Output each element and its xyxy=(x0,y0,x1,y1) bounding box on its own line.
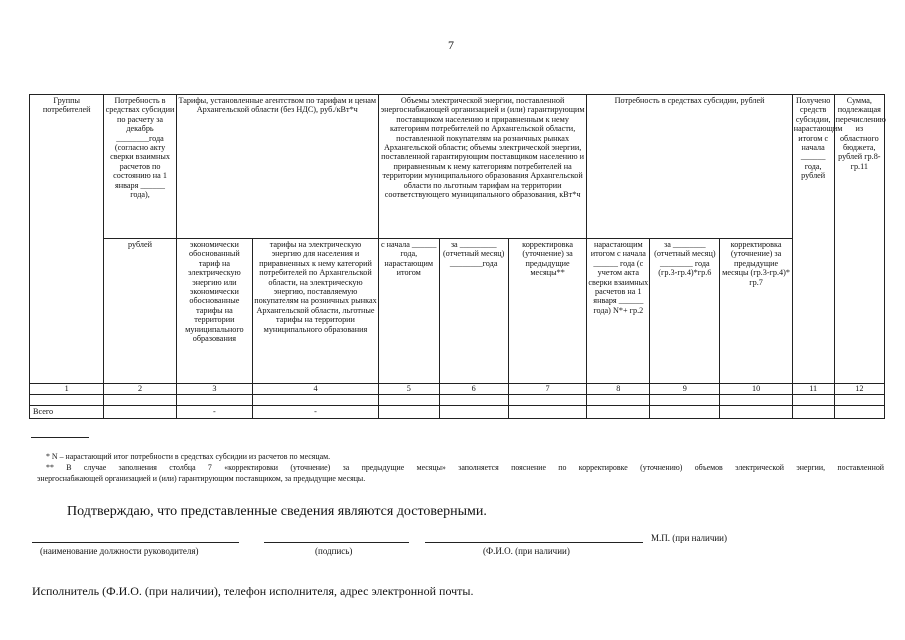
column-number: 9 xyxy=(650,384,720,395)
table-cell[interactable] xyxy=(720,406,792,419)
footnote-2: ** В случае заполнения столбца 7 «корректировки (уточнение) за предыдущие месяцы» заполняется пояснение по корректировке (уточнению) объемов электрической энергии, поставленной xyxy=(46,463,884,472)
table-cell[interactable] xyxy=(792,406,834,419)
header-need: Потребность в средствах субсидии по расчету за декабрь ________года (согласно акту сверки взаимных расчетов по состоянию на 1 января ______ года), xyxy=(104,95,176,239)
header-tariffs: Тарифы, установленные агентством по тарифам и ценам Архангельской области (без НДС), руб./кВт*ч xyxy=(176,95,378,239)
position-caption: (наименование должности руководителя) xyxy=(40,546,199,556)
name-caption: (Ф.И.О. (при наличии) xyxy=(483,546,570,556)
header-col9: за ________ (отчетный месяц) ________ года (гр.3-гр.4)*гр.6 xyxy=(650,239,720,384)
header-row-sub xyxy=(30,239,885,384)
confirmation-statement: Подтверждаю, что представленные сведения являются достоверными. xyxy=(67,504,487,519)
header-row-top xyxy=(30,95,885,239)
footnote-1: * N – нарастающий итог потребности в средствах субсидии из расчетов по месяцам. xyxy=(46,452,331,461)
column-number: 3 xyxy=(176,384,252,395)
table-cell[interactable] xyxy=(834,406,884,419)
column-number: 1 xyxy=(30,384,104,395)
footnote-divider xyxy=(31,437,89,438)
header-col6: за _________ (отчетный месяц) ________года xyxy=(439,239,508,384)
column-number: 12 xyxy=(834,384,884,395)
header-received: Получено средств субсидии, нарастающим итогом с начала ______ года, рублей xyxy=(792,95,834,384)
signature-line[interactable] xyxy=(264,542,409,543)
header-col10: корректировка (уточнение) за предыдущие месяцы (гр.3-гр.4)* гр.7 xyxy=(720,239,792,384)
column-number: 11 xyxy=(792,384,834,395)
table-cell[interactable] xyxy=(104,406,176,419)
total-col4-dash: - xyxy=(253,406,379,419)
footnote-2-continued: энергоснабжающей организацией и (или) гарантирующим поставщиком, за предыдущие месяцы. xyxy=(37,474,366,483)
table-cell[interactable] xyxy=(720,395,792,406)
column-number: 7 xyxy=(508,384,587,395)
header-subsidy-need: Потребность в средствах субсидии, рублей xyxy=(587,95,792,239)
header-col3: экономически обоснованный тариф на электрическую энергию или экономически обоснованные тарифы на территории муниципального образования xyxy=(176,239,252,384)
header-transfer: Сумма, подлежащая перечислению из областного бюджета, рублей гр.8-гр.11 xyxy=(834,95,884,384)
header-col5: с начала ______ года, нарастающим итогом xyxy=(378,239,439,384)
column-numbers-row xyxy=(30,384,885,395)
total-col3-dash: - xyxy=(176,406,252,419)
empty-data-row xyxy=(30,395,885,406)
table-cell[interactable] xyxy=(253,395,379,406)
signature-caption: (подпись) xyxy=(315,546,353,556)
table-cell[interactable] xyxy=(587,395,650,406)
table-cell[interactable] xyxy=(650,395,720,406)
column-number: 2 xyxy=(104,384,176,395)
table-cell[interactable] xyxy=(439,406,508,419)
table-cell[interactable] xyxy=(30,395,104,406)
total-label: Всего xyxy=(30,406,104,419)
column-number: 8 xyxy=(587,384,650,395)
table-cell[interactable] xyxy=(508,406,587,419)
position-signature-line[interactable] xyxy=(32,542,239,543)
table-cell[interactable] xyxy=(378,395,439,406)
table-cell[interactable] xyxy=(508,395,587,406)
header-volumes: Объемы электрической энергии, поставленной энергоснабжающей организацией и (или) гарантирующим поставщиком населению и приравненным к нему категориям потребителей по Архангельской области, поставленной покупателям на розничных рынках Архангельской области; объемы электрической энергии, поставленной гарантирующим поставщиком населению и приравненным к нему категориям потребителей на территории муниципального образования Архангельской области по льготным тарифам на территории соответствующего муниципального образования, кВт*ч xyxy=(378,95,587,239)
table-cell[interactable] xyxy=(650,406,720,419)
header-col8: нарастающим итогом с начала ______ года (с учетом акта сверки взаимных расчетов на 1 января ______ года) N*+ гр.2 xyxy=(587,239,650,384)
table-cell[interactable] xyxy=(792,395,834,406)
header-need-unit: рублей xyxy=(104,239,176,384)
page-number: 7 xyxy=(448,38,454,52)
header-col7: корректировка (уточнение) за предыдущие месяцы** xyxy=(508,239,587,384)
column-number: 10 xyxy=(720,384,792,395)
table-cell[interactable] xyxy=(176,395,252,406)
table-cell[interactable] xyxy=(378,406,439,419)
column-number: 6 xyxy=(439,384,508,395)
subsidy-table xyxy=(29,94,885,419)
table-cell[interactable] xyxy=(834,395,884,406)
header-groups: Группы потребителей xyxy=(30,95,104,384)
total-row xyxy=(30,406,885,419)
name-signature-line[interactable] xyxy=(425,542,643,543)
column-number: 4 xyxy=(253,384,379,395)
table-cell[interactable] xyxy=(104,395,176,406)
table-cell[interactable] xyxy=(439,395,508,406)
header-col4: тарифы на электрическую энергию для населения и приравненных к нему категорий потребителей по Архангельской области, на электрическую энергию, поставляемую покупателям на розничных рынках Архангельской области, льготные тарифы на территории муниципального образования xyxy=(253,239,379,384)
executor-line: Исполнитель (Ф.И.О. (при наличии), телефон исполнителя, адрес электронной почты. xyxy=(32,584,474,598)
table-cell[interactable] xyxy=(587,406,650,419)
stamp-place-label: М.П. (при наличии) xyxy=(651,533,727,543)
column-number: 5 xyxy=(378,384,439,395)
